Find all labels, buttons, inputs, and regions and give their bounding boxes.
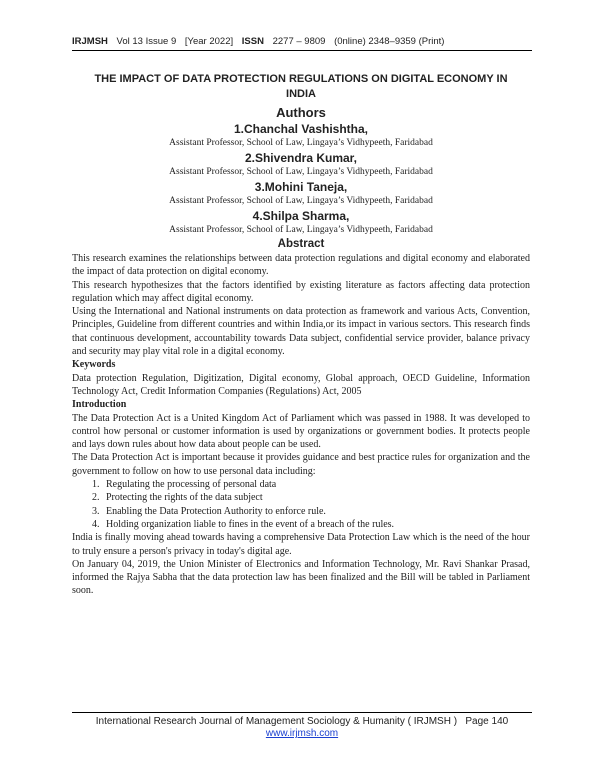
issn-label: ISSN [241, 36, 264, 47]
footer-journal: International Research Journal of Management Sociology & Humanity ( IRJMSH ) [95, 716, 458, 727]
paper-title: THE IMPACT OF DATA PROTECTION REGULATIONS ON DIGITAL ECONOMY IN INDIA [94, 73, 508, 100]
intro-paragraph: The Data Protection Act is important because it provides guidance and best practice rules for organization and the government to follow on how to use personal data including: [72, 452, 530, 477]
intro-paragraph: On January 04, 2019, the Union Minister of Electronics and Information Technology, Mr. Ravi Shankar Prasad, informed the Rajya Sabha that the data protection law has been finalized and the Bill will be tabled in Parliament soon. [72, 558, 530, 597]
footer-line [72, 716, 532, 727]
year-info: [Year 2022] [184, 36, 234, 47]
authors-heading: Authors [276, 105, 326, 120]
abstract-paragraph: This research hypothesizes that the factors identified by existing literature as factors affecting data protection regulation which may affect digital economy. [72, 279, 530, 304]
author-affiliation: Assistant Professor, School of Law, Lingaya’s Vidhypeeth, Faridabad [169, 138, 433, 148]
issn-online: 2277 – 9809 [272, 36, 326, 47]
introduction-heading: Introduction [72, 399, 127, 411]
keywords-text: Data protection Regulation, Digitization, Digital economy, Global approach, OECD Guideline, Information Technology Act, Credit Information Companies (Regulations) Act, 2005 [72, 372, 530, 397]
list-item: 1. Regulating the processing of personal data [102, 478, 530, 491]
issn-print: (0nline) 2348–9359 (Print) [334, 36, 445, 47]
list-item: 3. Enabling the Data Protection Authority to enforce rule. [102, 505, 530, 518]
page-number: Page 140 [465, 716, 509, 727]
running-footer [72, 712, 532, 739]
journal-website-link[interactable]: www.irjmsh.com [265, 728, 339, 739]
author-name: 1.Chanchal Vashishtha, [233, 122, 369, 136]
volume-info: Vol 13 Issue 9 [116, 36, 177, 47]
author-affiliation: Assistant Professor, School of Law, Lingaya’s Vidhypeeth, Faridabad [169, 196, 433, 206]
keywords-heading: Keywords [72, 359, 116, 371]
running-header [72, 36, 532, 51]
author-name: 2.Shivendra Kumar, [244, 151, 358, 165]
abstract-paragraph: Using the International and National instruments on data protection as framework and various Acts, Convention, Principles, Guideline from different countries and within India,or its impact in various sectors. This research finds that continuous development, accountability towards Data subject, confidential service provider, balance privacy and security may play vital role in a digital economy. [72, 306, 530, 358]
abstract-heading: Abstract [277, 238, 325, 250]
intro-paragraph: India is finally moving ahead towards having a comprehensive Data Protection Law which is the need of the hour to truly ensure a person's privacy in today's digital age. [72, 532, 530, 557]
numbered-list [72, 478, 530, 531]
journal-abbrev: IRJMSH [72, 36, 108, 47]
list-item: 4. Holding organization liable to fines in the event of a breach of the rules. [102, 518, 530, 531]
list-item: 2. Protecting the rights of the data subject [102, 491, 530, 504]
page-content [72, 68, 530, 598]
author-affiliation: Assistant Professor, School of Law, Lingaya’s Vidhypeeth, Faridabad [169, 167, 433, 177]
author-affiliation: Assistant Professor, School of Law, Lingaya’s Vidhypeeth, Faridabad [169, 225, 433, 235]
intro-paragraph: The Data Protection Act is a United Kingdom Act of Parliament which was passed in 1988. It was developed to control how personal or customer information is used by organizations or government bodies. It protects people and lays down rules about how data about people can be used. [72, 412, 530, 451]
author-name: 4.Shilpa Sharma, [252, 209, 350, 223]
abstract-paragraph: This research examines the relationships between data protection regulations and digital economy and elaborated the impact of data protection on digital economy. [72, 253, 530, 278]
author-name: 3.Mohini Taneja, [254, 180, 348, 194]
